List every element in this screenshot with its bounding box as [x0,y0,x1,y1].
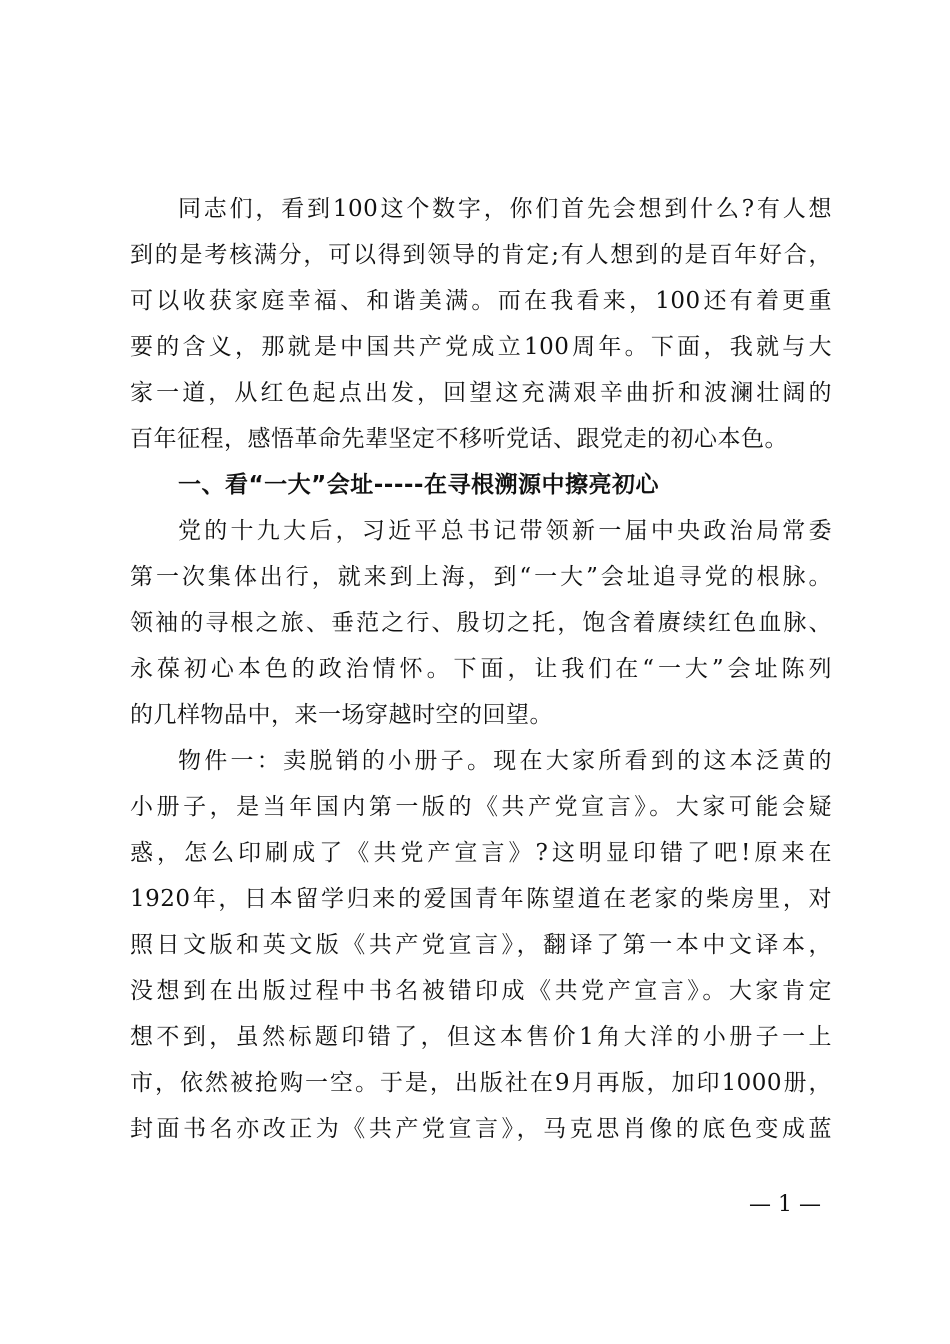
page-number: — 1 — [749,1192,821,1217]
text-line: 物件一：卖脱销的小册子。现在大家所看到的这本泛黄的 [178,748,832,774]
text-line: 百年征程，感悟革命先辈坚定不移听党话、跟党走的初心本色。 [130,426,788,452]
paragraph-congress-site [130,508,832,738]
text-line: 同志们，看到100这个数字，你们首先会想到什么?有人想 [178,196,832,222]
text-line: 市，依然被抢购一空。于是，出版社在9月再版，加印1000册， [130,1070,832,1096]
document-body [130,186,832,1152]
text-line: 1920年，日本留学归来的爱国青年陈望道在老家的柴房里，对 [130,886,832,912]
text-line: 可以收获家庭幸福、和谐美满。而在我看来，100还有着更重 [130,288,832,314]
text-line: 封面书名亦改正为《共产党宣言》，马克思肖像的底色变成蓝 [130,1116,832,1142]
text-line: 想不到，虽然标题印错了，但这本售价1角大洋的小册子一上 [130,1024,832,1050]
text-line: 永葆初心本色的政治情怀。下面，让我们在“一大”会址陈列 [130,656,832,682]
text-line: 照日文版和英文版《共产党宣言》，翻译了第一本中文译本， [130,932,832,958]
paragraph-intro [130,186,832,462]
text-line: 党的十九大后，习近平总书记带领新一届中央政治局常委 [178,518,832,544]
text-line: 的几样物品中，来一场穿越时空的回望。 [130,702,553,728]
text-line: 要的含义，那就是中国共产党成立100周年。下面，我就与大 [130,334,832,360]
section-heading: 一、看“一大”会址-----在寻根溯源中擦亮初心 [178,472,659,498]
text-line: 没想到在出版过程中书名被错印成《共党产宣言》。大家肯定 [130,978,832,1004]
text-line: 小册子，是当年国内第一版的《共产党宣言》。大家可能会疑 [130,794,832,820]
text-line: 家一道，从红色起点出发，回望这充满艰辛曲折和波澜壮阔的 [130,380,832,406]
paragraph-item-one [130,738,832,1152]
text-line: 第一次集体出行，就来到上海，到“一大”会址追寻党的根脉。 [130,564,832,590]
text-line: 领袖的寻根之旅、垂范之行、殷切之托，饱含着赓续红色血脉、 [130,610,832,636]
text-line: 惑，怎么印刷成了《共党产宣言》?这明显印错了吧!原来在 [130,840,832,866]
text-line: 到的是考核满分，可以得到领导的肯定;有人想到的是百年好合， [130,242,832,268]
